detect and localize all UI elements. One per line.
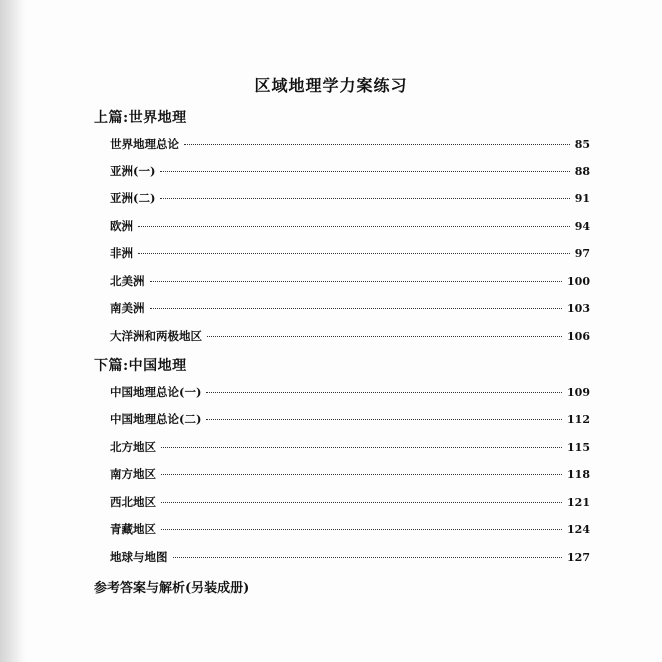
part-heading-china: 下篇:中国地理 xyxy=(94,358,187,374)
toc-entry-label: 世界地理总论 xyxy=(110,137,179,151)
toc-leader-dots xyxy=(206,419,562,420)
toc-entry-label: 非洲 xyxy=(110,246,133,260)
toc-leader-dots xyxy=(184,144,570,145)
toc-entry-page: 118 xyxy=(567,468,590,481)
toc-entry xyxy=(110,439,590,457)
toc-entry-page: 115 xyxy=(567,441,590,454)
toc-leader-dots xyxy=(206,392,562,393)
toc-entry-label: 北方地区 xyxy=(110,440,156,454)
toc-entry-page: 106 xyxy=(567,330,590,343)
part-heading-world: 上篇:世界地理 xyxy=(94,110,187,126)
toc-entry xyxy=(110,245,590,263)
toc-entry-label: 亚洲(一) xyxy=(110,164,156,178)
toc-leader-dots xyxy=(161,529,562,530)
toc-entry-label: 西北地区 xyxy=(110,495,156,509)
toc-entry-label: 青藏地区 xyxy=(110,522,156,536)
toc-leader-dots xyxy=(173,557,563,558)
toc-entry xyxy=(110,411,590,429)
toc-entry-label: 北美洲 xyxy=(110,274,145,288)
toc-entry-page: 127 xyxy=(567,551,590,564)
toc-leader-dots xyxy=(138,253,570,254)
toc-entry xyxy=(110,466,590,484)
toc-leader-dots xyxy=(161,502,562,503)
toc-entry-label: 南方地区 xyxy=(110,467,156,481)
toc-entry xyxy=(110,521,590,539)
toc-leader-dots xyxy=(138,226,570,227)
toc-leader-dots xyxy=(160,171,569,172)
toc-entry-page: 121 xyxy=(567,496,590,509)
toc-leader-dots xyxy=(161,447,562,448)
toc-leader-dots xyxy=(150,281,563,282)
toc-entry-page: 103 xyxy=(567,302,590,315)
toc-entry-label: 地球与地图 xyxy=(110,550,168,564)
toc-entry xyxy=(110,163,590,181)
toc-leader-dots xyxy=(207,336,562,337)
toc-entry-page: 109 xyxy=(567,386,590,399)
toc-entry-page: 97 xyxy=(574,247,590,260)
toc-entry xyxy=(110,300,590,318)
toc-entry-page: 124 xyxy=(567,523,590,536)
toc-leader-dots xyxy=(161,474,562,475)
toc-entry xyxy=(110,273,590,291)
toc-entry-page: 94 xyxy=(574,220,590,233)
toc-entry xyxy=(110,494,590,512)
toc-entry-label: 中国地理总论(二) xyxy=(110,412,202,426)
toc-entry xyxy=(110,384,590,402)
toc-entry-page: 91 xyxy=(574,192,590,205)
toc-leader-dots xyxy=(150,308,563,309)
toc-entry-label: 南美洲 xyxy=(110,301,145,315)
answer-key-note: 参考答案与解析(另装成册) xyxy=(94,581,250,596)
toc-entry xyxy=(110,190,590,208)
toc-entry-label: 中国地理总论(一) xyxy=(110,385,202,399)
toc-entry-label: 欧洲 xyxy=(110,219,133,233)
toc-entry-page: 100 xyxy=(567,275,590,288)
page-title: 区域地理学力案练习 xyxy=(254,76,408,95)
toc-entry xyxy=(110,549,590,567)
page-spine-shadow xyxy=(0,0,26,662)
toc-entry-page: 88 xyxy=(574,165,590,178)
toc-entry-label: 大洋洲和两极地区 xyxy=(110,329,202,343)
toc-entry-label: 亚洲(二) xyxy=(110,191,156,205)
toc-entry xyxy=(110,328,590,346)
toc-entry xyxy=(110,136,590,154)
toc-leader-dots xyxy=(160,198,569,199)
toc-entry xyxy=(110,218,590,236)
toc-entry-page: 112 xyxy=(567,413,590,426)
toc-entry-page: 85 xyxy=(574,138,590,151)
